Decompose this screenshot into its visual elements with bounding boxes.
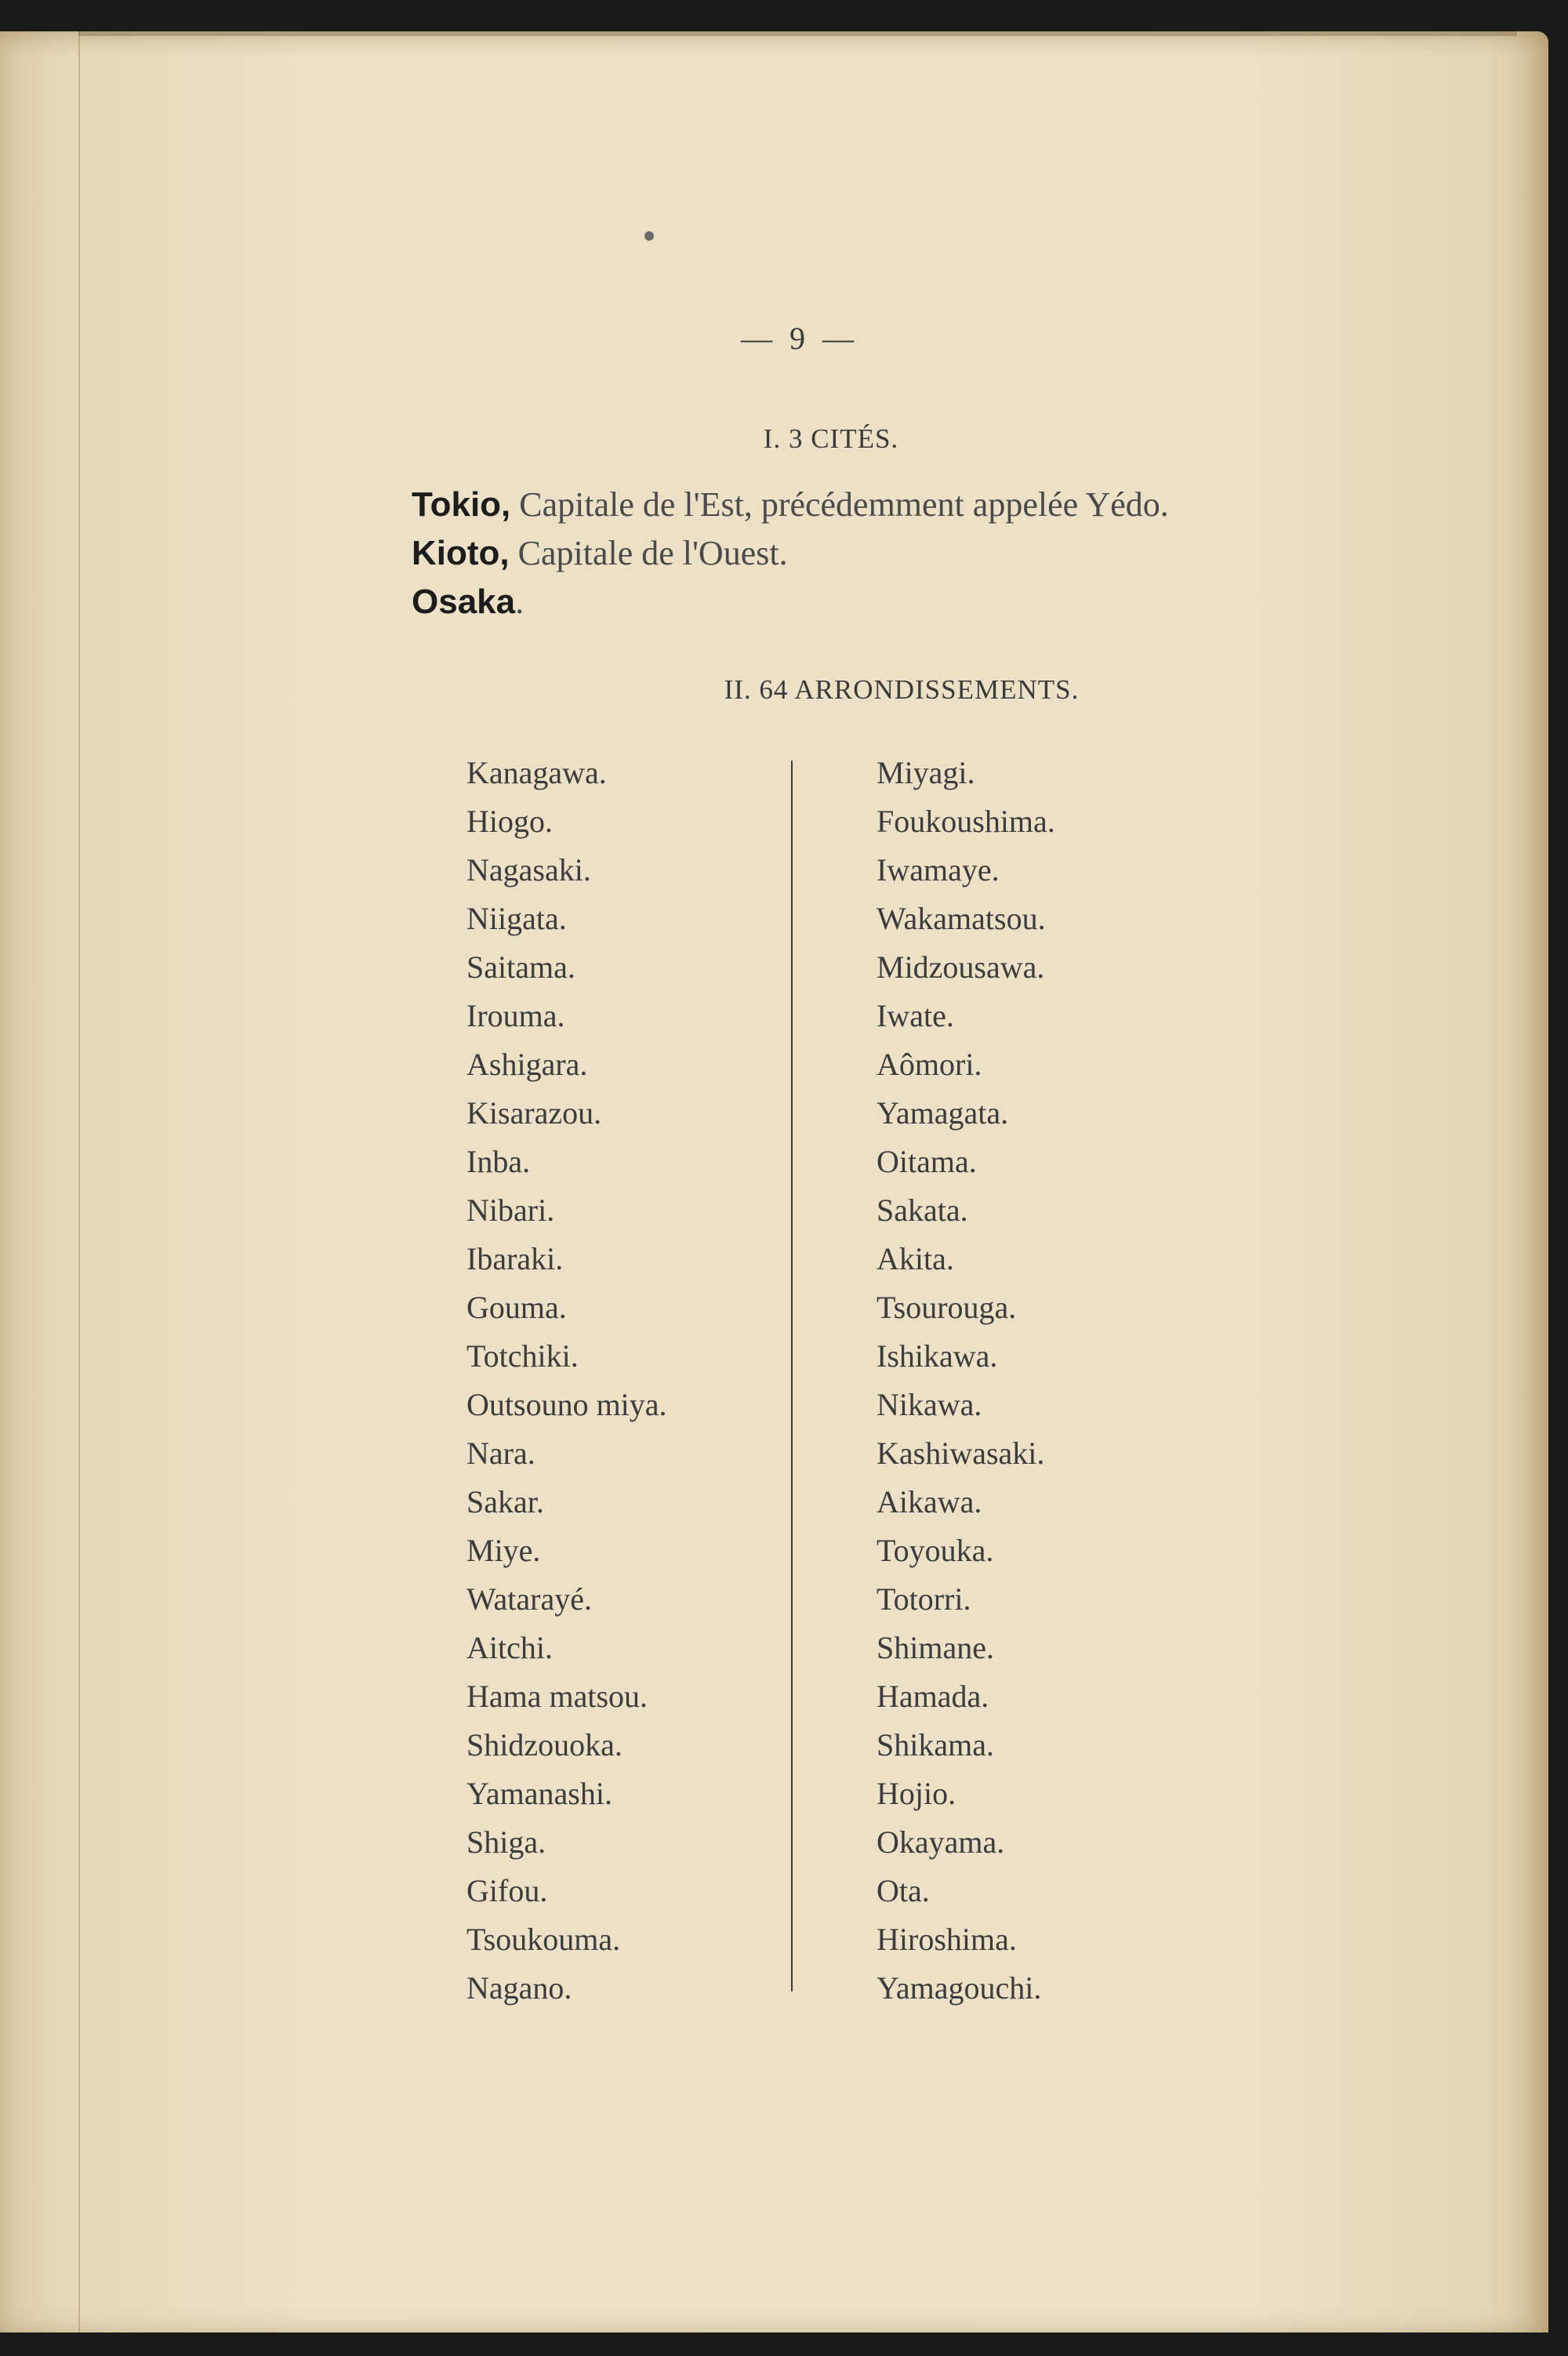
section-heading-cities: I. 3 CITÉS. xyxy=(763,423,899,454)
arrondissement-item: Iwamaye. xyxy=(877,852,1000,888)
arrondissement-item: Shimane. xyxy=(877,1630,994,1665)
arrondissement-item: Watarayé. xyxy=(466,1581,592,1617)
arrondissement-item: Outsouno miya. xyxy=(466,1387,667,1422)
arrondissement-item: Saitama. xyxy=(466,949,575,985)
arrondissement-item: Foukoushima. xyxy=(877,804,1055,839)
arrondissement-item: Nibari. xyxy=(466,1193,555,1228)
page-fold-line xyxy=(78,31,80,2332)
arrondissement-item: Kashiwasaki. xyxy=(877,1436,1045,1471)
arrondissement-item: Nagasaki. xyxy=(466,852,591,888)
arrondissement-item: Yamagata. xyxy=(877,1095,1009,1131)
arrondissement-item: Shiga. xyxy=(466,1824,546,1860)
section-heading-arrondissements: II. 64 ARRONDISSEMENTS. xyxy=(724,674,1080,705)
city-line-tokio xyxy=(412,485,1169,525)
arrondissement-item: Ota. xyxy=(877,1873,930,1908)
city-description: . xyxy=(515,583,524,621)
arrondissement-item: Kanagawa. xyxy=(466,755,607,790)
arrondissement-item: Wakamatsou. xyxy=(877,901,1046,936)
arrondissement-item: Hojio. xyxy=(877,1776,956,1811)
arrondissement-item: Shidzouoka. xyxy=(466,1727,622,1762)
arrondissement-item: Totorri. xyxy=(877,1581,971,1617)
arrondissement-item: Aômori. xyxy=(877,1047,982,1082)
arrondissement-item: Yamagouchi. xyxy=(877,1970,1042,2006)
page-top-edge xyxy=(78,31,1517,36)
arrondissement-item: Yamanashi. xyxy=(466,1776,612,1811)
arrondissement-item: Midzousawa. xyxy=(877,949,1045,985)
city-line-kioto xyxy=(412,533,788,573)
arrondissement-item: Kisarazou. xyxy=(466,1095,602,1131)
arrondissement-item: Akita. xyxy=(877,1241,954,1276)
arrondissement-item: Nikawa. xyxy=(877,1387,982,1422)
city-line-osaka xyxy=(412,582,524,622)
arrondissement-item: Sakar. xyxy=(466,1484,544,1519)
city-description: Capitale de l'Ouest. xyxy=(517,534,788,572)
arrondissement-item: Aitchi. xyxy=(466,1630,553,1665)
arrondissement-item: Iwate. xyxy=(877,998,954,1033)
arrondissement-item: Hiroshima. xyxy=(877,1922,1017,1957)
arrondissement-item: Okayama. xyxy=(877,1824,1005,1860)
arrondissement-item: Oitama. xyxy=(877,1144,977,1179)
column-divider xyxy=(791,761,793,1991)
city-name: Kioto, xyxy=(412,534,510,572)
arrondissement-item: Nara. xyxy=(466,1436,535,1471)
arrondissement-item: Miye. xyxy=(466,1533,541,1568)
arrondissement-item: Totchiki. xyxy=(466,1338,579,1374)
arrondissement-item: Hama matsou. xyxy=(466,1679,648,1714)
arrondissement-item: Miyagi. xyxy=(877,755,975,790)
page-number: — 9 — xyxy=(741,321,858,356)
city-description: Capitale de l'Est, précédemment appelée Yédo. xyxy=(519,485,1169,524)
arrondissement-item: Shikama. xyxy=(877,1727,994,1762)
arrondissement-item: Sakata. xyxy=(877,1193,968,1228)
arrondissement-item: Hiogo. xyxy=(466,804,553,839)
arrondissement-item: Gouma. xyxy=(466,1290,567,1325)
arrondissement-item: Niigata. xyxy=(466,901,567,936)
arrondissement-item: Tsoukouma. xyxy=(466,1922,621,1957)
book-page xyxy=(0,31,1548,2332)
arrondissement-item: Aikawa. xyxy=(877,1484,982,1519)
arrondissement-item: Irouma. xyxy=(466,998,565,1033)
arrondissement-item: Inba. xyxy=(466,1144,531,1179)
arrondissements-right-column xyxy=(877,749,1055,2013)
ink-speck xyxy=(644,231,654,241)
city-name: Tokio, xyxy=(412,485,511,524)
arrondissement-item: Gifou. xyxy=(466,1873,548,1908)
arrondissement-item: Ishikawa. xyxy=(877,1338,998,1374)
arrondissements-left-column xyxy=(466,749,667,2013)
arrondissement-item: Toyouka. xyxy=(877,1533,994,1568)
arrondissement-item: Tsourouga. xyxy=(877,1290,1017,1325)
arrondissement-item: Ashigara. xyxy=(466,1047,588,1082)
arrondissement-item: Nagano. xyxy=(466,1970,572,2006)
arrondissement-item: Ibaraki. xyxy=(466,1241,564,1276)
arrondissement-item: Hamada. xyxy=(877,1679,989,1714)
city-name: Osaka xyxy=(412,583,516,621)
